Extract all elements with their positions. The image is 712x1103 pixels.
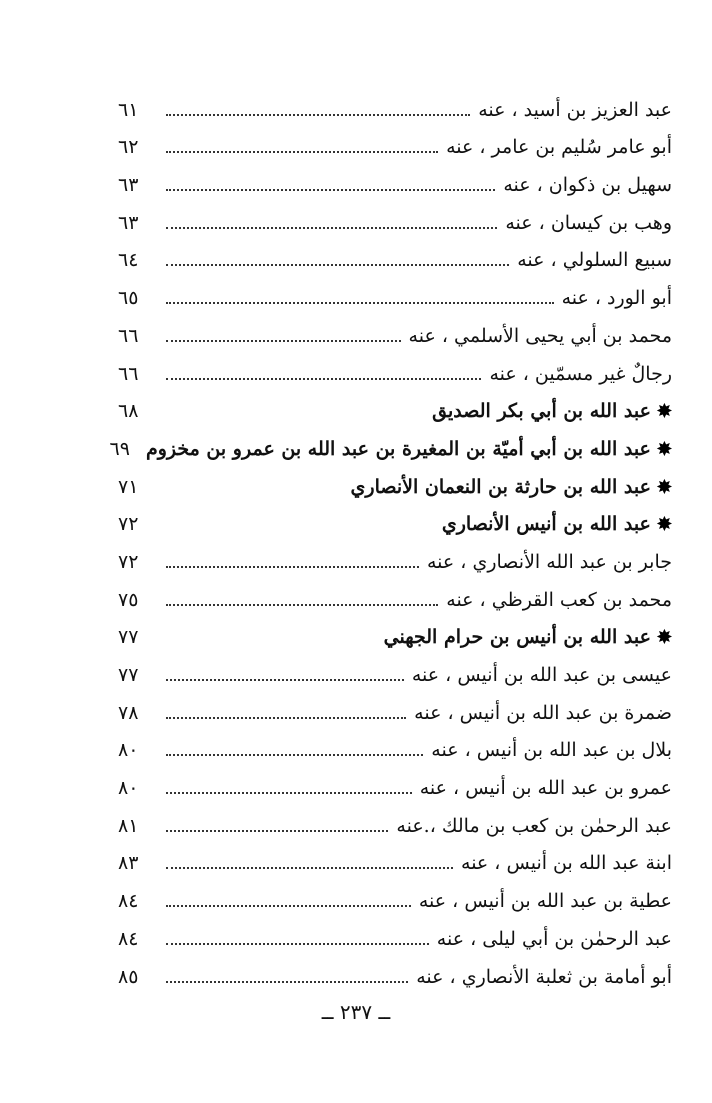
toc-entry-label: سهيل بن ذكوان ، عنه: [503, 174, 672, 197]
toc-page-number: ٧١: [118, 475, 139, 498]
toc-entry-row: [118, 161, 672, 199]
heading-star-icon: ✸: [656, 438, 672, 460]
toc-entry-label: وهب بن كيسان ، عنه: [505, 211, 672, 234]
leader-dots: [166, 491, 343, 493]
toc-entry-label: رجالٌ غير مسمّين ، عنه: [489, 362, 672, 385]
toc-page-number: ٦٦: [118, 324, 139, 347]
toc-page-number: ٧٥: [118, 588, 139, 611]
heading-star-icon: ✸: [656, 401, 672, 423]
toc-page-number: ٦٣: [118, 174, 139, 197]
leader-dots: [166, 566, 419, 568]
toc-page-number: ٦٣: [118, 211, 139, 234]
toc-page-number: ٨٣: [118, 852, 139, 875]
toc-entry-row: [118, 124, 672, 162]
leader-dots: [166, 302, 554, 304]
toc-entry-text: [461, 854, 672, 877]
toc-entry-label: عطية بن عبد الله بن أنيس ، عنه: [418, 890, 672, 913]
heading-star-icon: ✸: [656, 514, 672, 536]
toc-entry-text: [436, 927, 672, 953]
leader-dots: [166, 264, 509, 266]
toc-entry-row: [118, 840, 672, 878]
toc-page-number: ٦٢: [118, 136, 139, 159]
leader-dots: [166, 830, 388, 832]
toc-entry-text: [517, 251, 672, 274]
toc-entry-label: عبد العزيز بن أسيد ، عنه: [478, 98, 672, 121]
toc-entry-row: [118, 199, 672, 237]
heading-star-icon: ✸: [656, 627, 672, 649]
toc-entry-text: [432, 402, 672, 425]
toc-entry-text: [412, 666, 672, 689]
toc-entry-label: جابر بن عبد الله الأنصاري ، عنه: [427, 550, 672, 573]
toc-entry-label: أبو أمامة بن ثعلبة الأنصاري ، عنه: [416, 965, 672, 988]
toc-page-number: ٨١: [118, 814, 139, 837]
toc-entry-label: عمرو بن عبد الله بن أنيس ، عنه: [419, 777, 672, 800]
toc-heading-row: [118, 614, 672, 652]
leader-dots: [166, 415, 424, 417]
toc-entry-label: عبد الرحمٰن بن أبي ليلى ، عنه: [436, 927, 672, 950]
leader-dots: [166, 754, 423, 756]
toc-entry-text: [427, 550, 672, 576]
toc-entry-text: [562, 289, 672, 312]
leader-dots: [166, 378, 481, 380]
toc-entry-label: بلال بن عبد الله بن أنيس ، عنه: [431, 739, 672, 762]
toc-entry-row: [118, 764, 672, 802]
toc-entry-text: [442, 515, 672, 538]
toc-entry-label: عيسى بن عبد الله بن أنيس ، عنه: [411, 664, 672, 686]
leader-dots: [166, 943, 429, 945]
leader-dots: [166, 867, 453, 869]
toc-page-number: ٧٧: [118, 626, 139, 649]
leader-dots: [166, 340, 401, 342]
toc-entry-text: [489, 362, 672, 388]
toc-entry-label: محمد بن أبي يحيى الأسلمي ، عنه: [408, 324, 672, 347]
toc-heading-row: [118, 388, 672, 426]
table-of-contents: [109, 86, 672, 991]
toc-page-number: ٧٨: [118, 701, 139, 724]
leader-dots: [166, 679, 404, 681]
toc-entry-text: [446, 138, 672, 161]
toc-entry-text: [350, 475, 672, 501]
heading-star-icon: ✸: [656, 476, 672, 498]
toc-entry-row: [118, 86, 672, 124]
toc-entry-row: [118, 350, 672, 388]
toc-entry-text: [419, 892, 672, 915]
toc-page-number: ٦٦: [118, 362, 139, 385]
toc-page-number: ٨٤: [118, 890, 139, 913]
toc-entry-row: [118, 877, 672, 915]
leader-dots: [166, 641, 376, 643]
toc-page-number: ٨٠: [118, 777, 139, 800]
toc-entry-label: ضمرة بن عبد الله بن أنيس ، عنه: [414, 701, 672, 724]
toc-heading-row: [118, 501, 672, 539]
toc-entry-label: سبيع السلولي ، عنه: [517, 249, 672, 272]
leader-dots: [166, 717, 406, 719]
toc-page-number: ٨٠: [118, 739, 139, 762]
leader-dots: [166, 528, 434, 530]
toc-page-number: ٧٢: [118, 550, 139, 573]
toc-entry-text: [431, 741, 672, 764]
toc-entry-label: أبو عامر سُليم بن عامر ، عنه: [446, 136, 672, 159]
toc-page-number: ٦٩: [109, 437, 130, 460]
toc-entry-text: [145, 437, 672, 463]
leader-dots: [166, 905, 411, 907]
leader-dots: [166, 189, 495, 191]
toc-entry-row: [118, 802, 672, 840]
toc-entry-row: [118, 237, 672, 275]
leader-dots: [166, 151, 438, 153]
leader-dots: [166, 227, 497, 229]
toc-page-number: ٦٨: [118, 400, 139, 423]
toc-page-number: ٦٤: [118, 249, 139, 272]
leader-dots: [166, 604, 438, 606]
toc-entry-row: [118, 689, 672, 727]
page-number-footer: ــ ٢٣٧ ــ: [321, 1000, 391, 1024]
toc-entry-label: عبد الرحمٰن بن كعب بن مالك ،.عنه: [396, 814, 672, 837]
toc-entry-row: [118, 953, 672, 991]
toc-entry-row: [118, 274, 672, 312]
toc-entry-row: [118, 576, 672, 614]
toc-entry-text: [503, 176, 672, 199]
toc-entry-row: [118, 538, 672, 576]
toc-page-number: ٦١: [118, 98, 139, 121]
toc-heading-row: [118, 463, 672, 501]
toc-entry-text: [478, 98, 672, 124]
leader-dots: [166, 981, 408, 983]
toc-page-number: ٦٥: [118, 287, 139, 310]
toc-entry-text: [384, 628, 672, 651]
toc-entry-text: [420, 779, 672, 802]
toc-page-number: ٨٤: [118, 927, 139, 950]
toc-page-number: ٧٢: [118, 513, 139, 536]
toc-entry-label: محمد بن كعب القرظي ، عنه: [446, 588, 672, 611]
toc-entry-row: [118, 312, 672, 350]
toc-entry-row: [118, 915, 672, 953]
toc-heading-row: [109, 425, 672, 463]
toc-entry-text: [396, 814, 672, 840]
leader-dots: [166, 114, 470, 116]
toc-entry-label: عبد الله بن حارثة بن النعمان الأنصاري: [350, 475, 651, 498]
toc-entry-row: [118, 727, 672, 765]
toc-entry-row: [118, 651, 672, 689]
toc-entry-label: عبد الله بن أبي أميّة بن المغيرة بن عبد الله بن عمرو بن مخزوم: [145, 437, 651, 460]
toc-page-number: ٨٥: [118, 965, 139, 988]
toc-entry-label: أبو الورد ، عنه: [561, 287, 672, 310]
toc-entry-text: [408, 324, 672, 350]
toc-entry-label: ابنة عبد الله بن أنيس ، عنه: [461, 852, 672, 875]
toc-entry-text: [414, 701, 672, 727]
toc-entry-label: عبد الله بن أبي بكر الصديق: [432, 400, 651, 423]
toc-entry-text: [505, 211, 672, 237]
toc-entry-label: عبد الله بن أنيس الأنصاري: [441, 513, 651, 536]
leader-dots: [166, 792, 412, 794]
toc-entry-text: [446, 588, 672, 614]
toc-page-number: ٧٧: [118, 664, 139, 686]
toc-entry-text: [416, 965, 672, 991]
toc-entry-label: عبد الله بن أنيس بن حرام الجهني: [383, 626, 651, 649]
